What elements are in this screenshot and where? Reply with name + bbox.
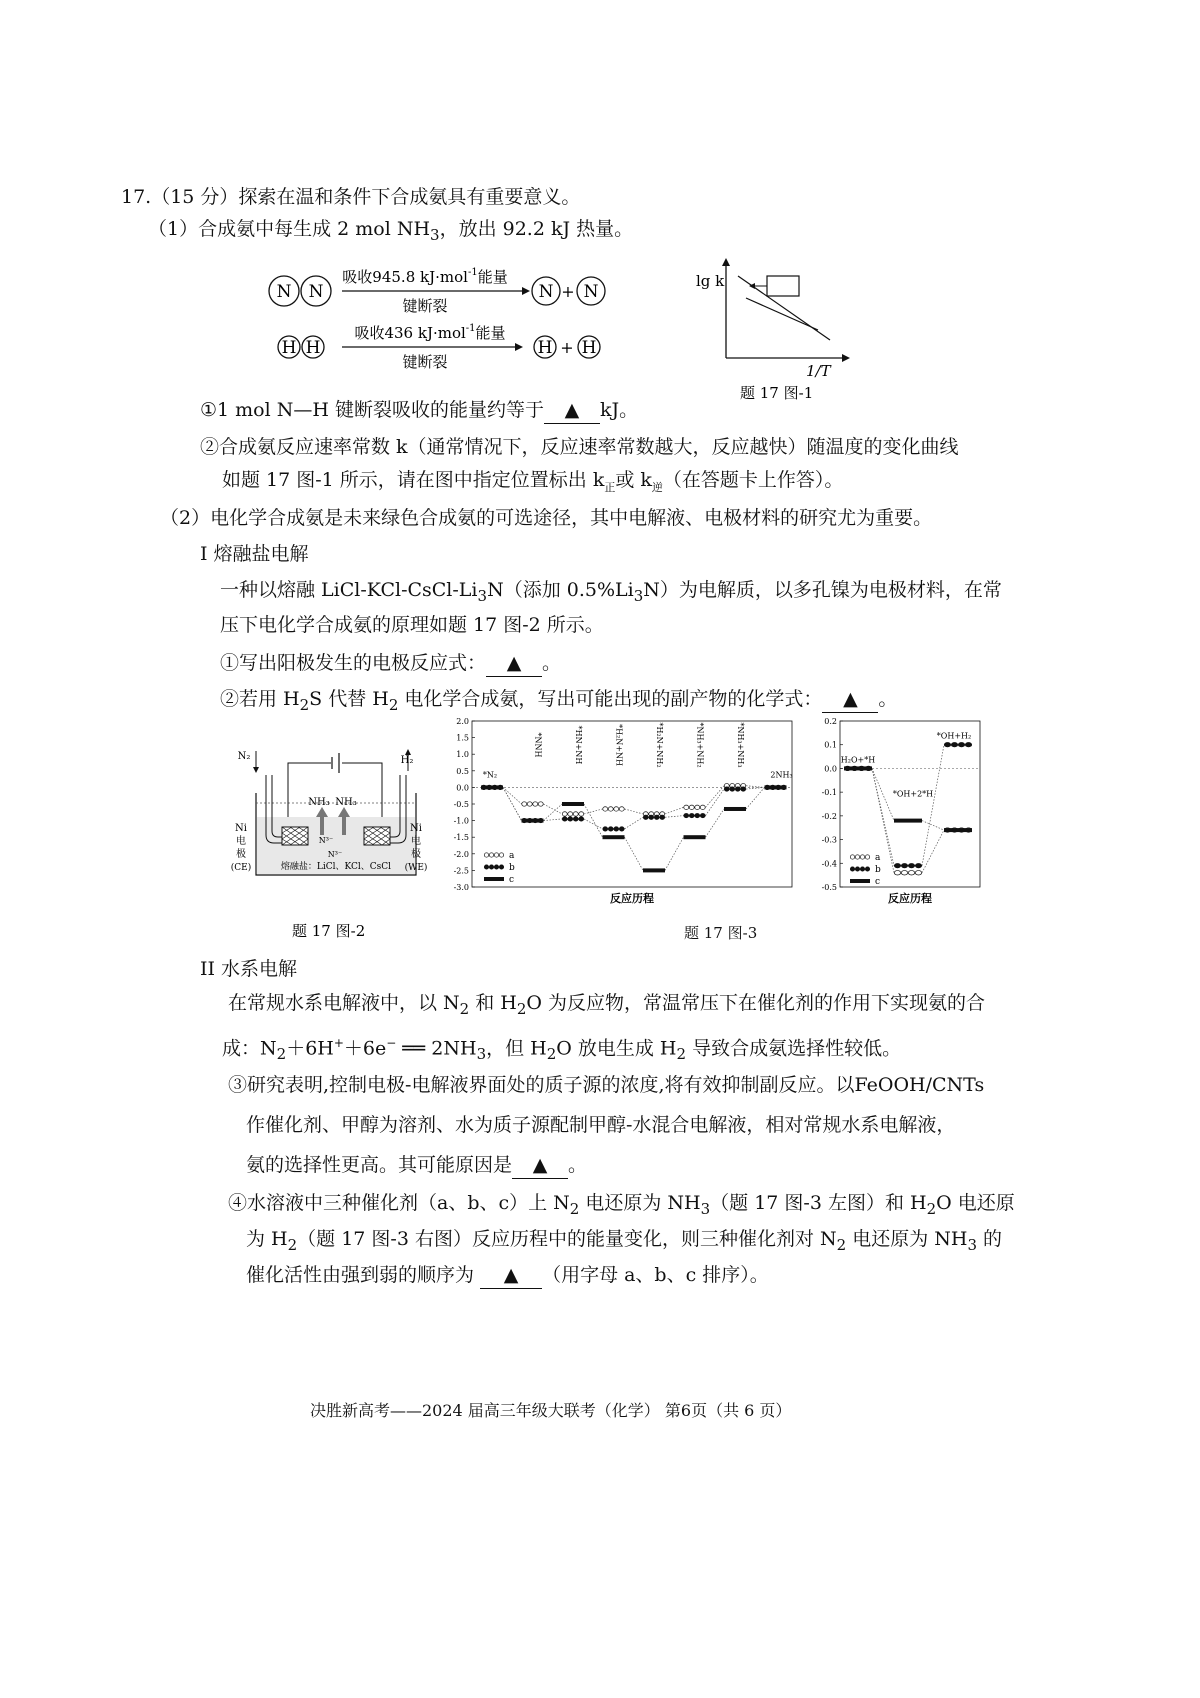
series-a-connector	[625, 809, 644, 814]
y-tick-label: -0.5	[453, 800, 469, 809]
section1-heading: I 熔融盐电解	[200, 543, 309, 565]
legend-swatch-c	[484, 877, 504, 881]
series-a-level	[522, 802, 543, 806]
svg-text:+: +	[561, 282, 575, 301]
h-atom-2: H	[305, 338, 321, 358]
series-b-connector	[922, 745, 944, 866]
category-label: *HN+NH	[574, 725, 583, 765]
fig1-answer-box	[767, 276, 799, 296]
series-c-connector	[503, 787, 522, 820]
part1-intro: （1）合成氨中每生成 2 mol $NH_3$，放出 92.2 kJ 热量。	[148, 218, 634, 244]
svg-text:电: 电	[411, 836, 421, 847]
legend-label-b: b	[509, 863, 515, 873]
y-tick-label: 0.2	[824, 717, 837, 726]
series-c-level	[481, 785, 503, 789]
y-tick-label: 1.0	[456, 750, 469, 760]
fig3-left-chart	[440, 715, 800, 915]
series-a-level	[894, 871, 921, 875]
answer-blank[interactable]: ▲	[486, 650, 542, 677]
y-tick-label: 1.5	[456, 733, 469, 743]
x-axis-label: 反应历程	[888, 892, 932, 905]
category-label: *OH+H₂	[936, 731, 972, 741]
series-c-level	[765, 785, 787, 789]
legend-label-b: b	[875, 865, 881, 875]
section2-q4-line3: 催化活性由强到弱的顺序为 ▲ （用字母 a、b、c 排序）。	[246, 1262, 769, 1289]
series-c-connector	[922, 821, 944, 830]
legend-swatch-c	[850, 879, 870, 883]
svg-text:(WE): (WE)	[404, 863, 428, 873]
fig3-caption: 题 17 图-3	[684, 924, 758, 942]
category-label: H₂O+*H	[840, 755, 876, 765]
fig2-electrolysis-cell	[226, 745, 426, 945]
legend-label-a: a	[875, 853, 881, 863]
svg-text:极: 极	[411, 849, 421, 860]
series-a-connector	[665, 807, 684, 814]
y-tick-label: -0.3	[821, 835, 837, 845]
series-a-connector	[584, 809, 603, 814]
series-c-level	[684, 835, 706, 839]
legend-swatch-a	[484, 853, 503, 857]
category-label: *N₂	[482, 770, 498, 780]
series-b-connector	[706, 789, 725, 816]
section1-p2: 压下电化学合成氨的原理如题 17 图-2 所示。	[220, 614, 604, 636]
series-b-connector	[872, 768, 894, 865]
section2-q3-line1: ③研究表明,控制电极-电解液界面处的质子源的浓度,将有效抑制副反应。以FeOOH/CNTs	[228, 1074, 985, 1096]
section1-q1: ①写出阳极发生的电极反应式： ▲ 。	[220, 650, 561, 677]
series-b-level	[562, 817, 583, 821]
svg-text:电: 电	[236, 836, 246, 847]
page-footer: 决胜新高考——2024 届高三年级大联考（化学） 第6页（共 6 页）	[310, 1401, 792, 1420]
y-tick-label: 0.1	[824, 740, 837, 750]
category-label: *H₂N+NH₂	[655, 722, 664, 768]
series-b-level	[894, 863, 921, 867]
svg-text:吸收436 kJ·mol-1能量: 吸收436 kJ·mol$^{-1}$能量	[354, 323, 506, 342]
legend-swatch-b	[850, 867, 869, 871]
y-tick-label: -1.0	[453, 816, 469, 826]
svg-text:NH₃: NH₃	[335, 797, 357, 808]
series-c-level	[603, 835, 625, 839]
svg-text:H: H	[581, 338, 597, 358]
legend-label-c: c	[875, 877, 881, 887]
section2-q4-line2: 为 $H_2$（题 17 图-3 右图）反应历程中的能量变化，则三种催化剂对 $N_2$ 电还原为 $NH_3$ 的	[246, 1228, 1003, 1254]
category-label: *H₂N+NH	[614, 724, 624, 766]
n-atom-1: N	[276, 282, 292, 302]
y-tick-label: 0.0	[824, 764, 837, 774]
answer-blank[interactable]: ▲	[544, 397, 600, 424]
svg-text:N³⁻: N³⁻	[318, 836, 334, 845]
legend-label-c: c	[509, 875, 515, 885]
fig2-n2-label: N₂	[237, 751, 251, 762]
fig1-line-2	[746, 298, 818, 330]
y-tick-label: -3.0	[453, 883, 469, 892]
y-tick-label: -0.1	[821, 788, 837, 798]
fig1-xlabel: 1/T	[806, 362, 831, 380]
series-c-level	[844, 766, 872, 770]
series-b-level	[724, 787, 745, 791]
y-tick-label: -0.4	[821, 859, 837, 869]
series-b-level	[603, 827, 624, 831]
series-c-connector	[625, 837, 644, 870]
series-b-connector	[665, 816, 684, 818]
series-c-connector	[706, 809, 725, 837]
y-tick-label: -0.2	[821, 811, 837, 821]
y-tick-label: 0.5	[456, 766, 469, 776]
series-a-connector	[503, 787, 522, 804]
section2-p1: 在常规水系电解液中，以 $N_2$ 和 $H_2O$ 为反应物，常温常压下在催化剂的作用下实现氨的合	[228, 992, 986, 1018]
molten-salt-label: 熔融盐：LiCl、KCl、CsCl	[280, 862, 392, 872]
svg-text:H: H	[537, 338, 553, 358]
section1-p1: 一种以熔融 LiCl-$KCl-CsCl-Li_3N$（添加 $0.5\%Li_3N$）为电解质，以多孔镍为电极材料，在常	[220, 579, 1002, 605]
series-a-level	[684, 805, 705, 809]
series-a-level	[603, 807, 624, 811]
series-a-connector	[922, 830, 944, 873]
bond-break-label-1: 键断裂	[402, 297, 448, 315]
y-tick-label: -2.0	[453, 849, 469, 859]
series-c-connector	[746, 787, 765, 809]
x-axis-label: 反应历程	[610, 892, 654, 905]
series-c-level	[894, 819, 922, 823]
svg-text:N³⁻: N³⁻	[327, 850, 343, 859]
fig2-caption: 题 17 图-2	[292, 922, 366, 940]
bond-break-label-2: 键断裂	[402, 353, 448, 371]
svg-text:NH₃: NH₃	[308, 797, 330, 808]
y-tick-label: -2.5	[453, 866, 469, 876]
y-tick-label: 0.0	[456, 783, 469, 793]
svg-text:+: +	[560, 338, 574, 357]
y-tick-label: -0.5	[821, 883, 837, 892]
fig1-ylabel: lg k	[696, 272, 725, 290]
series-c-connector	[872, 768, 894, 820]
series-b-connector	[625, 817, 644, 829]
answer-blank[interactable]: ▲	[822, 686, 878, 713]
y-tick-label: 2.0	[456, 717, 469, 726]
svg-text:N: N	[583, 282, 599, 302]
series-c-level	[724, 807, 746, 811]
n-atom-2: N	[308, 282, 324, 302]
svg-text:(CE): (CE)	[230, 863, 252, 873]
svg-text:Ni: Ni	[410, 823, 422, 834]
series-c-level	[944, 828, 972, 832]
answer-blank[interactable]: ▲	[480, 1262, 542, 1289]
part2-intro: （2）电化学合成氨是未来绿色合成氨的可选途径，其中电解液、电极材料的研究尤为重要。	[160, 507, 933, 529]
y-tick-label: -1.5	[453, 833, 469, 843]
section1-q2: ②若用 $H_2S$ 代替 $H_2$ 电化学合成氨，写出可能出现的副产物的化学式： ▲ 。	[220, 688, 898, 714]
question-header: 17.（15 分）探索在温和条件下合成氨具有重要意义。	[121, 186, 581, 208]
q1-line: ①1 mol N—H 键断裂吸收的能量约等于 ▲ kJ。	[200, 397, 638, 424]
series-c-level	[643, 868, 665, 872]
svg-text:吸收945.8 kJ·mol-1能量: 吸收945.8 kJ·mol$^{-1}$能量	[342, 267, 508, 286]
legend-label-a: a	[509, 851, 515, 861]
series-b-connector	[544, 819, 563, 821]
category-label: *NH₃+NH₂	[695, 722, 705, 768]
fig3-right-chart	[812, 715, 992, 915]
category-label: *NNH	[533, 732, 543, 758]
category-label: 2NH₃	[770, 770, 793, 780]
series-b-level	[684, 813, 705, 817]
h-atom-1: H	[281, 338, 297, 358]
legend-swatch-b	[484, 865, 503, 869]
legend-swatch-a	[850, 855, 869, 859]
series-a-level	[562, 812, 583, 816]
q2-line2: 如题 17 图-1 所示，请在图中指定位置标出 $k_正$或 $k_逆$（在答题卡上作答）。	[222, 469, 844, 494]
series-c-level	[562, 802, 584, 806]
section2-q3-line2: 作催化剂、甲醇为溶剂、水为质子源配制甲醇-水混合电解液，相对常规水系电解液，	[246, 1114, 956, 1136]
series-c-connector	[544, 804, 563, 821]
series-b-level	[944, 743, 971, 747]
series-b-level	[643, 815, 664, 819]
svg-text:Ni: Ni	[235, 823, 247, 834]
section2-p2: 成：$N_2+6H^++6e^-$ ══ $2NH_3$，但 $H_2O$ 放电生成 $H_2$ 导致合成氨选择性较低。	[222, 1036, 902, 1064]
section2-q3-line3: 氨的选择性更高。其可能原因是 ▲ 。	[246, 1152, 587, 1179]
category-label: *OH+2*H	[892, 789, 934, 799]
series-c-connector	[665, 837, 684, 870]
category-label: *NH₃+NH₃	[736, 722, 745, 768]
fig2-h2-label: H₂	[400, 755, 414, 766]
series-c-level	[522, 819, 544, 823]
fig1-caption: 题 17 图-1	[740, 384, 814, 402]
section2-q4-line1: ④水溶液中三种催化剂（a、b、c）上 $N_2$ 电还原为 $NH_3$（题 17 图-3 左图）和 $H_2O$ 电还原	[228, 1192, 1015, 1218]
svg-text:极: 极	[236, 849, 246, 860]
section2-heading: II 水系电解	[200, 958, 298, 980]
series-a-connector	[706, 786, 725, 808]
fig1-lgk-plot	[690, 258, 870, 408]
q2-line1: ②合成氨反应速率常数 k（通常情况下，反应速率常数越大，反应越快）随温度的变化曲线	[200, 436, 959, 458]
bond-breaking-diagram	[260, 255, 620, 375]
answer-blank[interactable]: ▲	[512, 1152, 568, 1179]
svg-text:N: N	[538, 282, 554, 302]
